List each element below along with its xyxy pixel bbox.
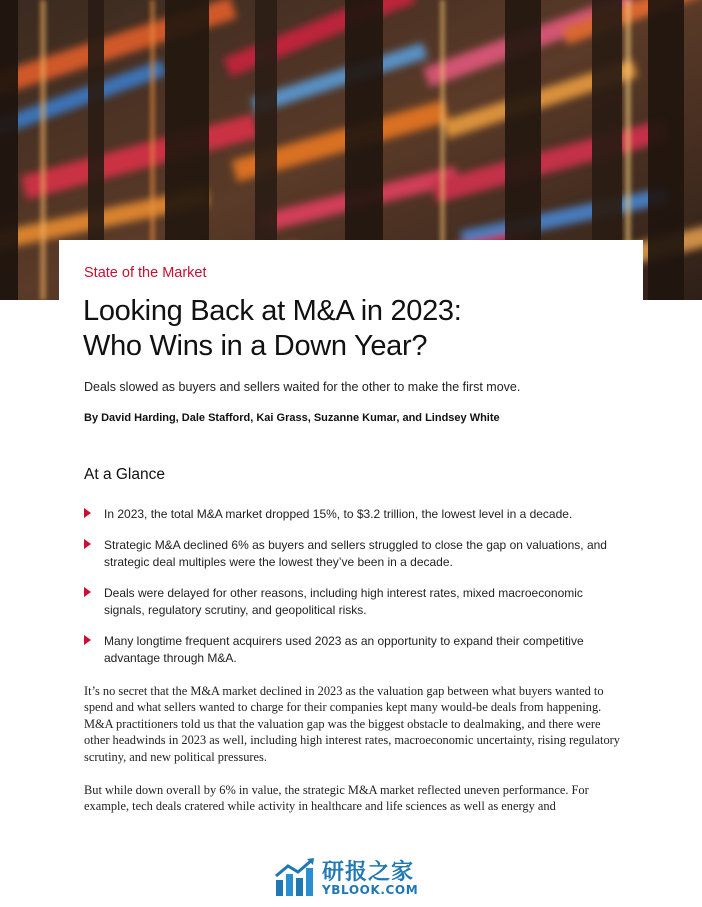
page-title-line-1: Looking Back at M&A in 2023: (83, 295, 462, 327)
list-item (84, 585, 624, 619)
list-item-text: Many longtime frequent acquirers used 2023 as an opportunity to expand their competitive advantage through M&A. (104, 634, 584, 665)
body-paragraph: But while down overall by 6% in value, the strategic M&A market reflected uneven performance. For example, tech deals cratered while activity in healthcare and life sciences as well as energy and (84, 783, 589, 814)
list-item (84, 506, 624, 523)
triangle-bullet-icon (84, 635, 91, 645)
triangle-bullet-icon (84, 508, 91, 518)
list-item-text: Deals were delayed for other reasons, including high interest rates, mixed macroeconomic signals, regulatory scrutiny, and geopolitical risks. (104, 586, 583, 617)
watermark (274, 856, 434, 900)
list-item (84, 633, 624, 667)
section-kicker: State of the Market (84, 265, 207, 281)
page-title-line-2: Who Wins in a Down Year? (83, 330, 428, 362)
at-a-glance-heading: At a Glance (84, 466, 165, 483)
triangle-bullet-icon (84, 587, 91, 597)
byline: By David Harding, Dale Stafford, Kai Grass, Suzanne Kumar, and Lindsey White (84, 412, 500, 424)
page-title (83, 294, 643, 364)
watermark-cn-text: 研报之家 (322, 860, 415, 885)
subtitle: Deals slowed as buyers and sellers waited for the other to make the first move. (84, 380, 521, 394)
at-a-glance-list (84, 506, 624, 681)
triangle-bullet-icon (84, 539, 91, 549)
list-item-text: Strategic M&A declined 6% as buyers and sellers struggled to close the gap on valuations, and strategic deal multiples were the lowest they’ve been in a decade. (104, 538, 607, 569)
list-item-text: In 2023, the total M&A market dropped 15%, to $3.2 trillion, the lowest level in a decade. (104, 507, 573, 521)
body-paragraph: It’s no secret that the M&A market declined in 2023 as the valuation gap between what buyers wanted to spend and what sellers wanted to charge for their companies kept many would-be deals from happening. M&A practitioners told us that the valuation gap was the biggest obstacle to dealmaking, and there were other headwinds in 2023 as well, including high interest rates, macroeconomic uncertainty, rising regulatory scrutiny, and new political pressures. (84, 684, 620, 764)
watermark-en-text: YBLOOK.COM (322, 883, 419, 897)
bar-chart-logo-icon (274, 858, 316, 898)
list-item (84, 537, 624, 571)
